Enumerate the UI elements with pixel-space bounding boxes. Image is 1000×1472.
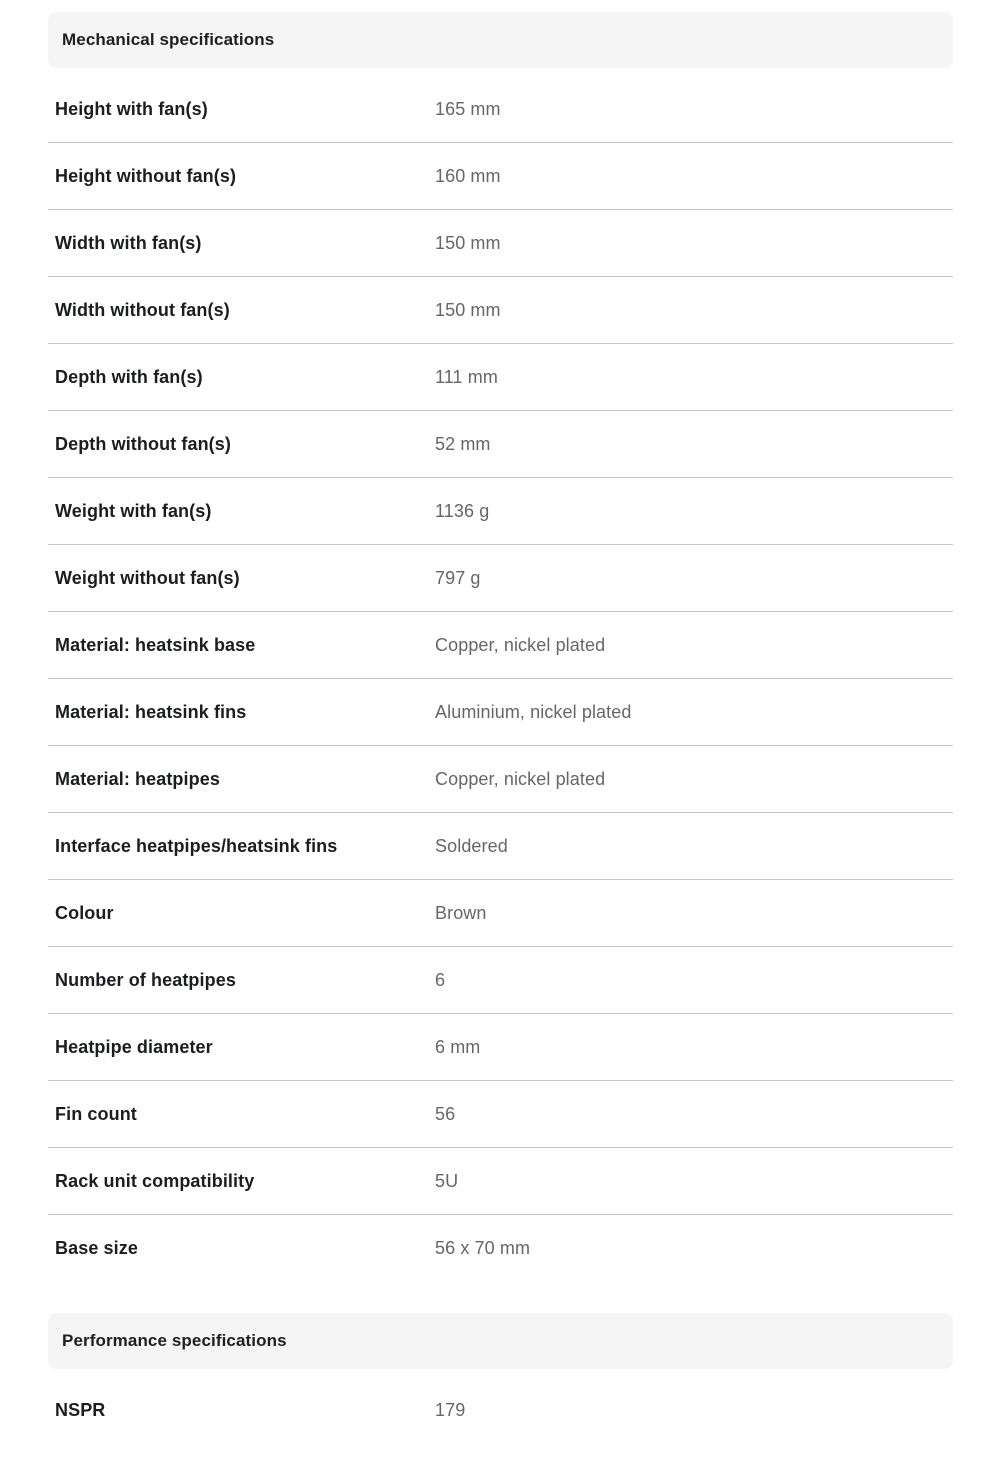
spec-row	[48, 880, 953, 947]
spec-label: Interface heatpipes/heatsink fins	[55, 835, 338, 856]
spec-value: 6 mm	[435, 1036, 481, 1057]
spec-label: Material: heatpipes	[55, 768, 220, 789]
spec-value: Copper, nickel plated	[435, 634, 606, 655]
section-header	[48, 12, 953, 68]
spec-label: Depth without fan(s)	[55, 433, 231, 454]
spec-row	[48, 1081, 953, 1148]
spec-label: Material: heatsink fins	[55, 701, 247, 722]
spec-value: 111 mm	[435, 366, 498, 387]
spec-value: 1136 g	[435, 500, 490, 521]
spec-label: Height with fan(s)	[55, 98, 208, 119]
spec-label: Number of heatpipes	[55, 969, 236, 990]
spec-label: Width without fan(s)	[55, 299, 230, 320]
spec-value: 797 g	[435, 567, 481, 588]
section-rows	[48, 76, 953, 1282]
spec-value: 56 x 70 mm	[435, 1238, 531, 1258]
spec-value: 179	[435, 1400, 466, 1420]
spec-label: Fin count	[55, 1103, 137, 1124]
spec-label: Weight with fan(s)	[55, 500, 212, 521]
spec-label: Depth with fan(s)	[55, 366, 203, 387]
spec-row	[48, 76, 953, 143]
section-performance-specifications	[48, 1313, 953, 1444]
spec-row	[48, 612, 953, 679]
spec-value: 160 mm	[435, 165, 501, 186]
spec-label: Height without fan(s)	[55, 165, 237, 186]
spec-row	[48, 1014, 953, 1081]
section-title: Mechanical specifications	[62, 30, 275, 49]
spec-value: 52 mm	[435, 433, 491, 454]
section-rows	[48, 1377, 953, 1444]
spec-label: Width with fan(s)	[55, 232, 202, 253]
spec-value: Soldered	[435, 835, 508, 856]
spec-row	[48, 679, 953, 746]
spec-row	[48, 277, 953, 344]
spec-row	[48, 143, 953, 210]
spec-row	[48, 210, 953, 277]
spec-row	[48, 478, 953, 545]
spec-label: NSPR	[55, 1400, 106, 1420]
spec-label: Weight without fan(s)	[55, 567, 240, 588]
spec-label: Heatpipe diameter	[55, 1036, 213, 1057]
spec-row	[48, 813, 953, 880]
spec-row	[48, 545, 953, 612]
spec-row	[48, 746, 953, 813]
spec-value: Brown	[435, 902, 487, 923]
spec-row	[48, 1148, 953, 1215]
spec-label: Colour	[55, 902, 114, 923]
spec-value: Copper, nickel plated	[435, 768, 606, 789]
spec-label: Material: heatsink base	[55, 634, 256, 655]
spec-value: 56	[435, 1103, 456, 1124]
spec-value: 6	[435, 969, 446, 990]
spec-row	[48, 1377, 953, 1444]
spec-label: Rack unit compatibility	[55, 1170, 255, 1191]
section-title: Performance specifications	[62, 1331, 287, 1350]
spec-row	[48, 1215, 953, 1282]
spec-table	[48, 0, 953, 1444]
spec-value: 5U	[435, 1170, 459, 1191]
section-mechanical-specifications	[48, 12, 953, 1282]
section-header	[48, 1313, 953, 1369]
spec-row	[48, 947, 953, 1014]
spec-label: Base size	[55, 1238, 138, 1258]
spec-value: 150 mm	[435, 299, 501, 320]
spec-row	[48, 344, 953, 411]
spec-value: Aluminium, nickel plated	[435, 701, 632, 722]
spec-value: 165 mm	[435, 98, 501, 119]
spec-row	[48, 411, 953, 478]
spec-value: 150 mm	[435, 232, 501, 253]
